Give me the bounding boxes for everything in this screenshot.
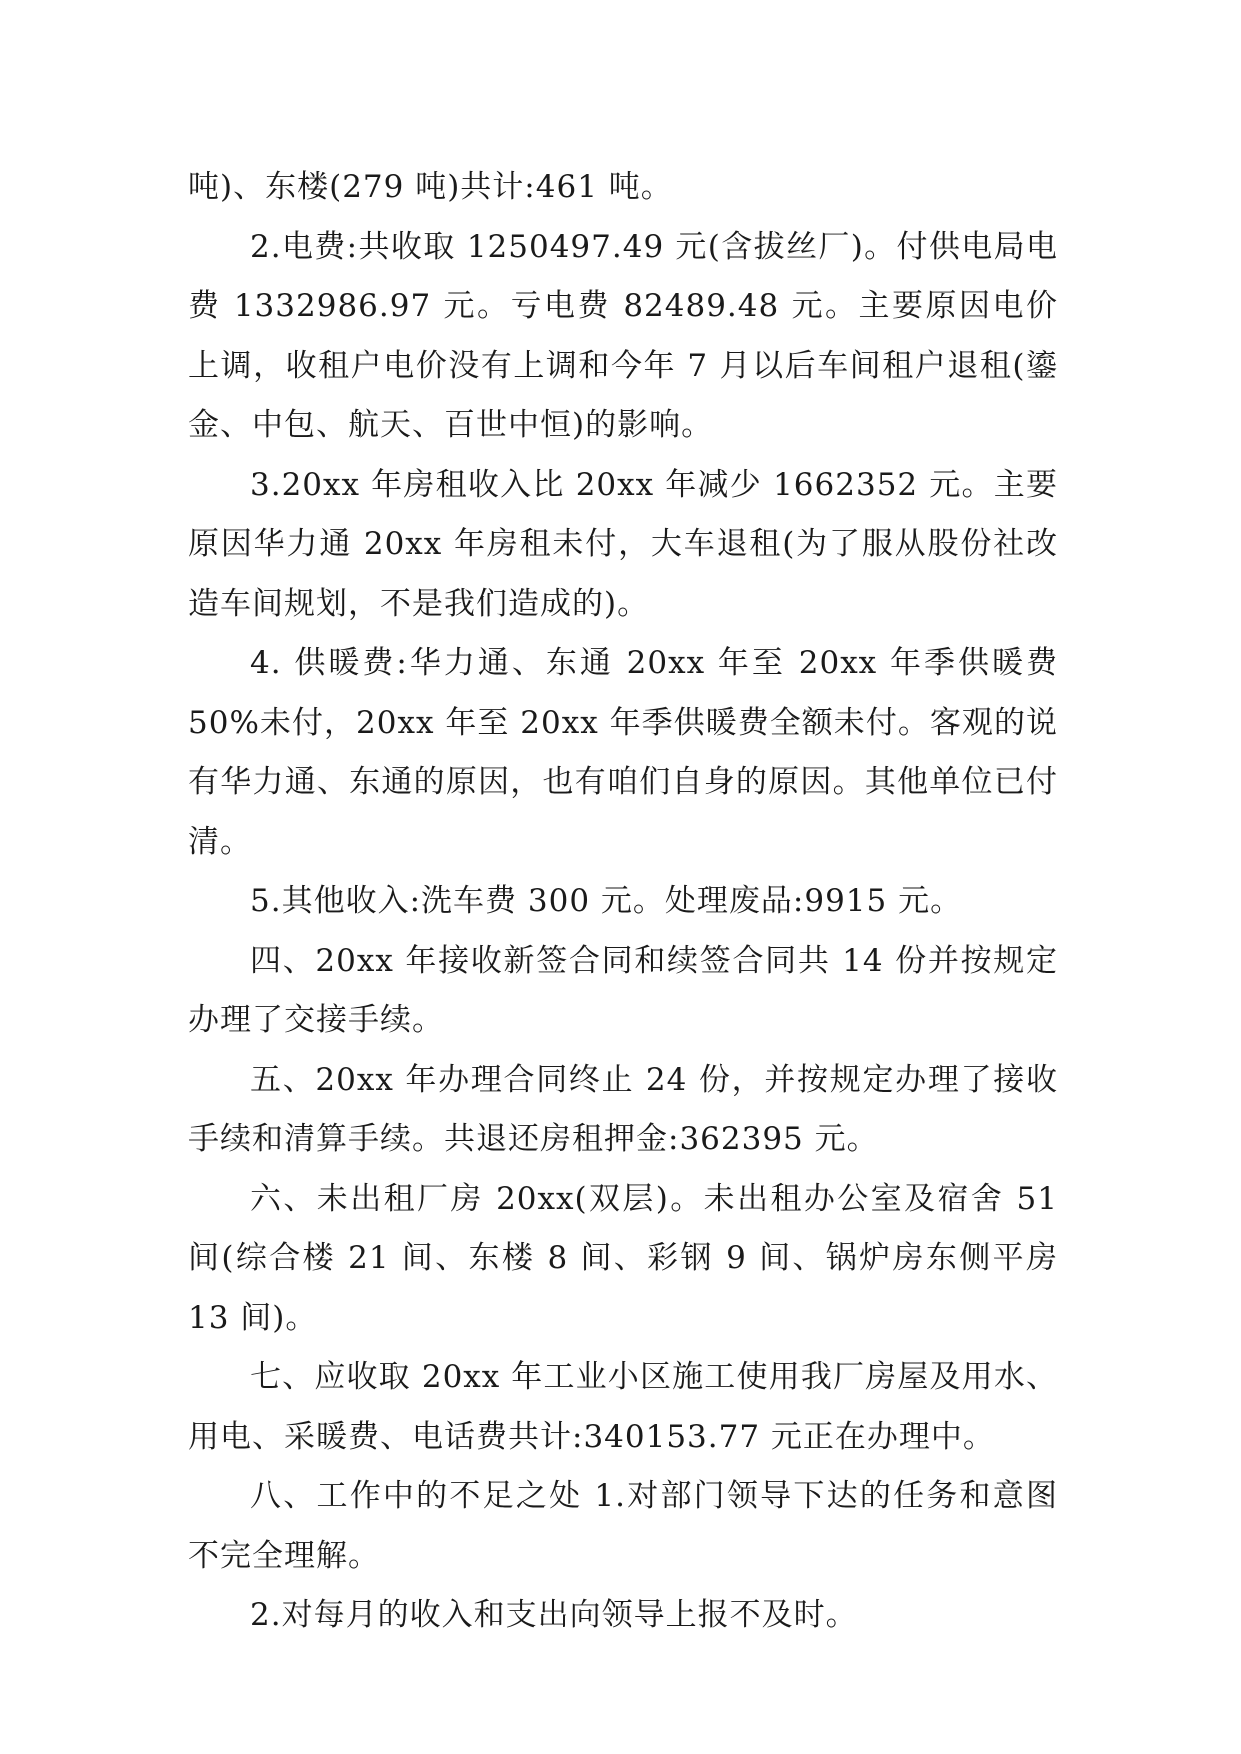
paragraph-heating-fee: 4. 供暖费:华力通、东通 20xx 年至 20xx 年季供暖费 50%未付，20xx 年至 20xx 年季供暖费全额未付。客观的说有华力通、东通的原因，也有咱们自身的原因。其他单位已付清。	[188, 645, 1058, 860]
paragraph-shortcoming-two: 2.对每月的收入和支出向领导上报不及时。	[250, 1597, 858, 1633]
paragraph-rent-income: 3.20xx 年房租收入比 20xx 年减少 1662352 元。主要原因华力通 20xx 年房租未付，大车退租(为了服从股份社改造车间规划，不是我们造成的)。	[188, 466, 1058, 622]
paragraph-continuation: 吨)、东楼(279 吨)共计:461 吨。	[188, 169, 673, 205]
paragraph-electricity-fee: 2.电费:共收取 1250497.49 元(含拔丝厂)。付供电局电费 1332986.97 元。亏电费 82489.48 元。主要原因电价上调，收租户电价没有上调和今年 7 月以后车间租户退租(鎏金、中包、航天、百世中恒)的影响。	[188, 228, 1058, 443]
paragraph-section-eight: 八、工作中的不足之处 1.对部门领导下达的任务和意图不完全理解。	[188, 1478, 1058, 1574]
paragraph-section-six: 六、未出租厂房 20xx(双层)。未出租办公室及宿舍 51 间(综合楼 21 间、东楼 8 间、彩钢 9 间、锅炉房东侧平房 13 间)。	[188, 1180, 1058, 1336]
paragraph-section-five: 五、20xx 年办理合同终止 24 份，并按规定办理了接收手续和清算手续。共退还房租押金:362395 元。	[188, 1061, 1058, 1157]
paragraph-section-seven: 七、应收取 20xx 年工业小区施工使用我厂房屋及用水、用电、采暖费、电话费共计:340153.77 元正在办理中。	[188, 1359, 1058, 1455]
paragraph-other-income: 5.其他收入:洗车费 300 元。处理废品:9915 元。	[250, 883, 963, 919]
document-body	[188, 158, 1058, 1646]
paragraph-section-four: 四、20xx 年接收新签合同和续签合同共 14 份并按规定办理了交接手续。	[188, 942, 1058, 1038]
